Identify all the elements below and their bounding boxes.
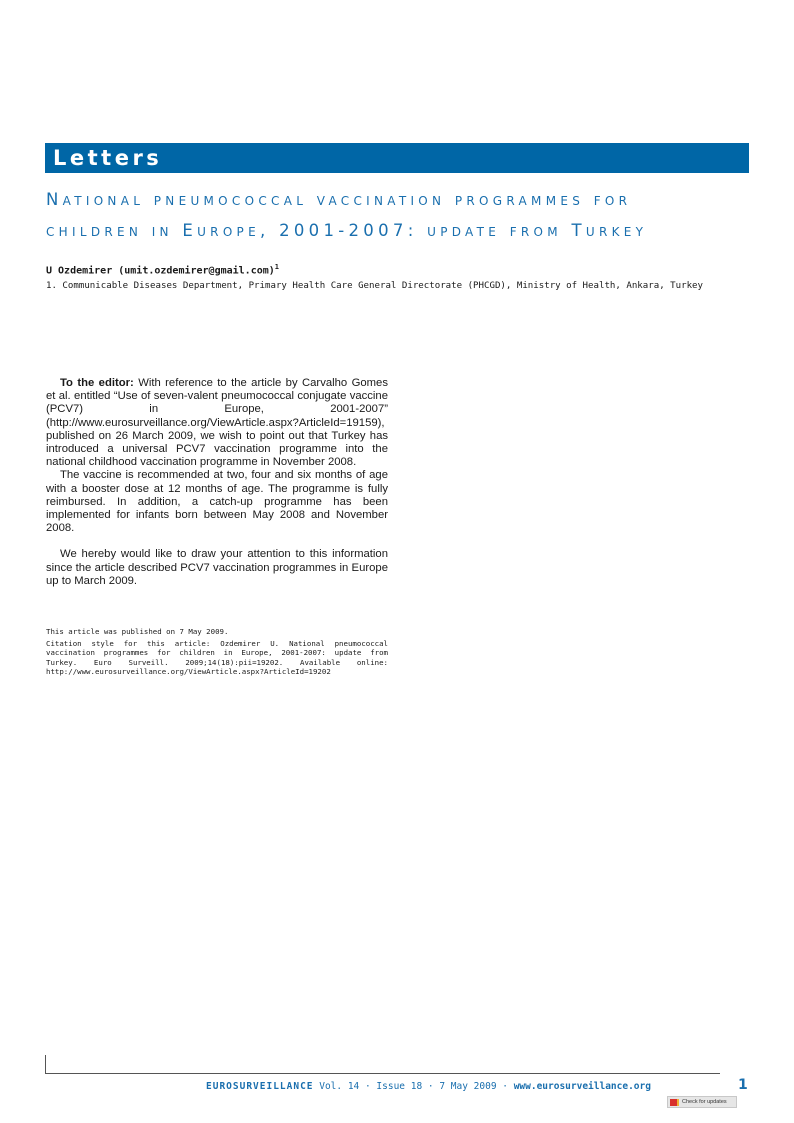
footer-vertical-rule — [45, 1055, 46, 1074]
footer-site-link[interactable]: www.eurosurveillance.org — [513, 1081, 651, 1092]
article-title — [46, 184, 750, 246]
section-label: Letters — [53, 146, 163, 170]
body-paragraph-1 — [46, 377, 388, 469]
article-title-line-1: National pneumococcal vaccination programmes for — [46, 190, 632, 209]
author-line — [46, 263, 279, 276]
author-affiliation: 1. Communicable Diseases Department, Primary Health Care General Directorate (PHCGD), Ministry of Health, Ankara, Turkey — [46, 281, 703, 291]
citation-note: Citation style for this article: Ozdemirer U. National pneumococcal vaccination programmes for children in Europe, 2001-2007: update from Turkey. Euro Surveill. 2009;14(18):pii=19202. Available online: http://www.eurosurveillance.org/ViewArticle.aspx?ArticleId=19202 — [46, 638, 388, 677]
footer-horizontal-rule — [45, 1073, 720, 1074]
published-date-note: This article was published on 7 May 2009. — [46, 627, 229, 636]
footer-issue: Vol. 14 · Issue 18 · 7 May 2009 · — [313, 1081, 514, 1092]
author-affiliation-marker: 1 — [274, 263, 279, 271]
body-paragraph-2: The vaccine is recommended at two, four and six months of age with a booster dose at 12 months of age. The programme is fully reimbursed. In addition, a catch-up programme has been implemented for infants born between May 2008 and November 2008. — [46, 469, 388, 535]
crossmark-icon — [670, 1099, 679, 1106]
editor-salutation: To the editor: — [60, 377, 134, 389]
body-paragraph-3: We hereby would like to draw your attention to this information since the article described PCV7 vaccination programmes in Europe up to March 2009. — [46, 548, 388, 587]
footer-brand: EUROSURVEILLANCE — [206, 1081, 314, 1092]
article-title-line-2: children in Europe, 2001-2007: update from Turkey — [46, 221, 648, 240]
body-paragraph-1-text: With reference to the article by Carvalho Gomes et al. entitled “Use of seven-valent pneumococcal conjugate vaccine (PCV7) in Europe, 2001-2007” (http://www.eurosurveillance.org/ViewArticle.aspx?ArticleId=19159), published on 26 March 2009, we wish to point out that Turkey has introduced a universal PCV7 vaccination programme into the national childhood vaccination programme in November 2008. — [46, 377, 388, 469]
check-for-updates-badge[interactable] — [667, 1096, 737, 1108]
check-for-updates-label: Check for updates — [682, 1099, 727, 1105]
author-name[interactable]: U Ozdemirer (umit.ozdemirer@gmail.com) — [46, 265, 275, 277]
footer-journal-info — [206, 1081, 651, 1092]
section-banner — [45, 143, 749, 173]
article-body — [46, 377, 388, 588]
publication-note — [46, 627, 388, 679]
page-number: 1 — [738, 1077, 748, 1093]
